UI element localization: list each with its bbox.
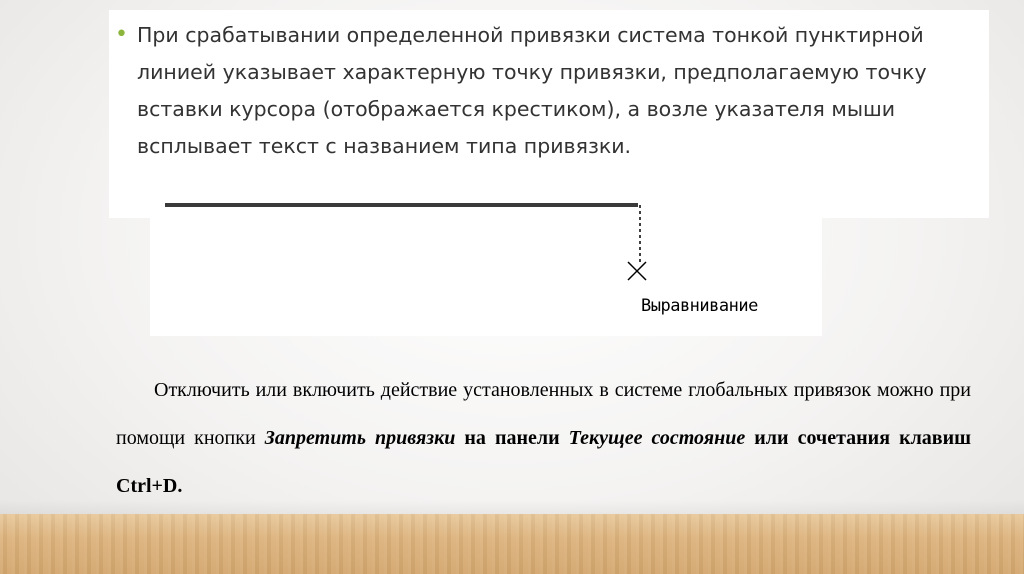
panel-name: Текущее состояние xyxy=(568,427,746,449)
bullet-marker: • xyxy=(115,22,128,47)
wooden-floor xyxy=(0,514,1024,574)
paragraph-part-3: или сочетания клавиш Ctrl+D. xyxy=(116,427,972,497)
paragraph-part-2: на панели xyxy=(455,427,569,449)
snap-type-label: Выравнивание xyxy=(641,296,758,316)
button-name: Запретить привязки xyxy=(264,427,456,449)
bullet-text: При срабатывании определенной привязки система тонкой пунктирной линией указывает характерную точку привязки, предполагаемую точку вставки курсора (отображается крестиком), а возле указателя мыши всплывает текст с названием типа привязки. xyxy=(137,23,927,158)
cross-marker xyxy=(628,262,646,280)
paragraph-part-1: Отключить или включить действие установленных в системе глобальных привязок можно при помощи кнопки xyxy=(116,379,971,449)
main-paragraph xyxy=(116,366,971,510)
snap-illustration xyxy=(150,190,822,300)
